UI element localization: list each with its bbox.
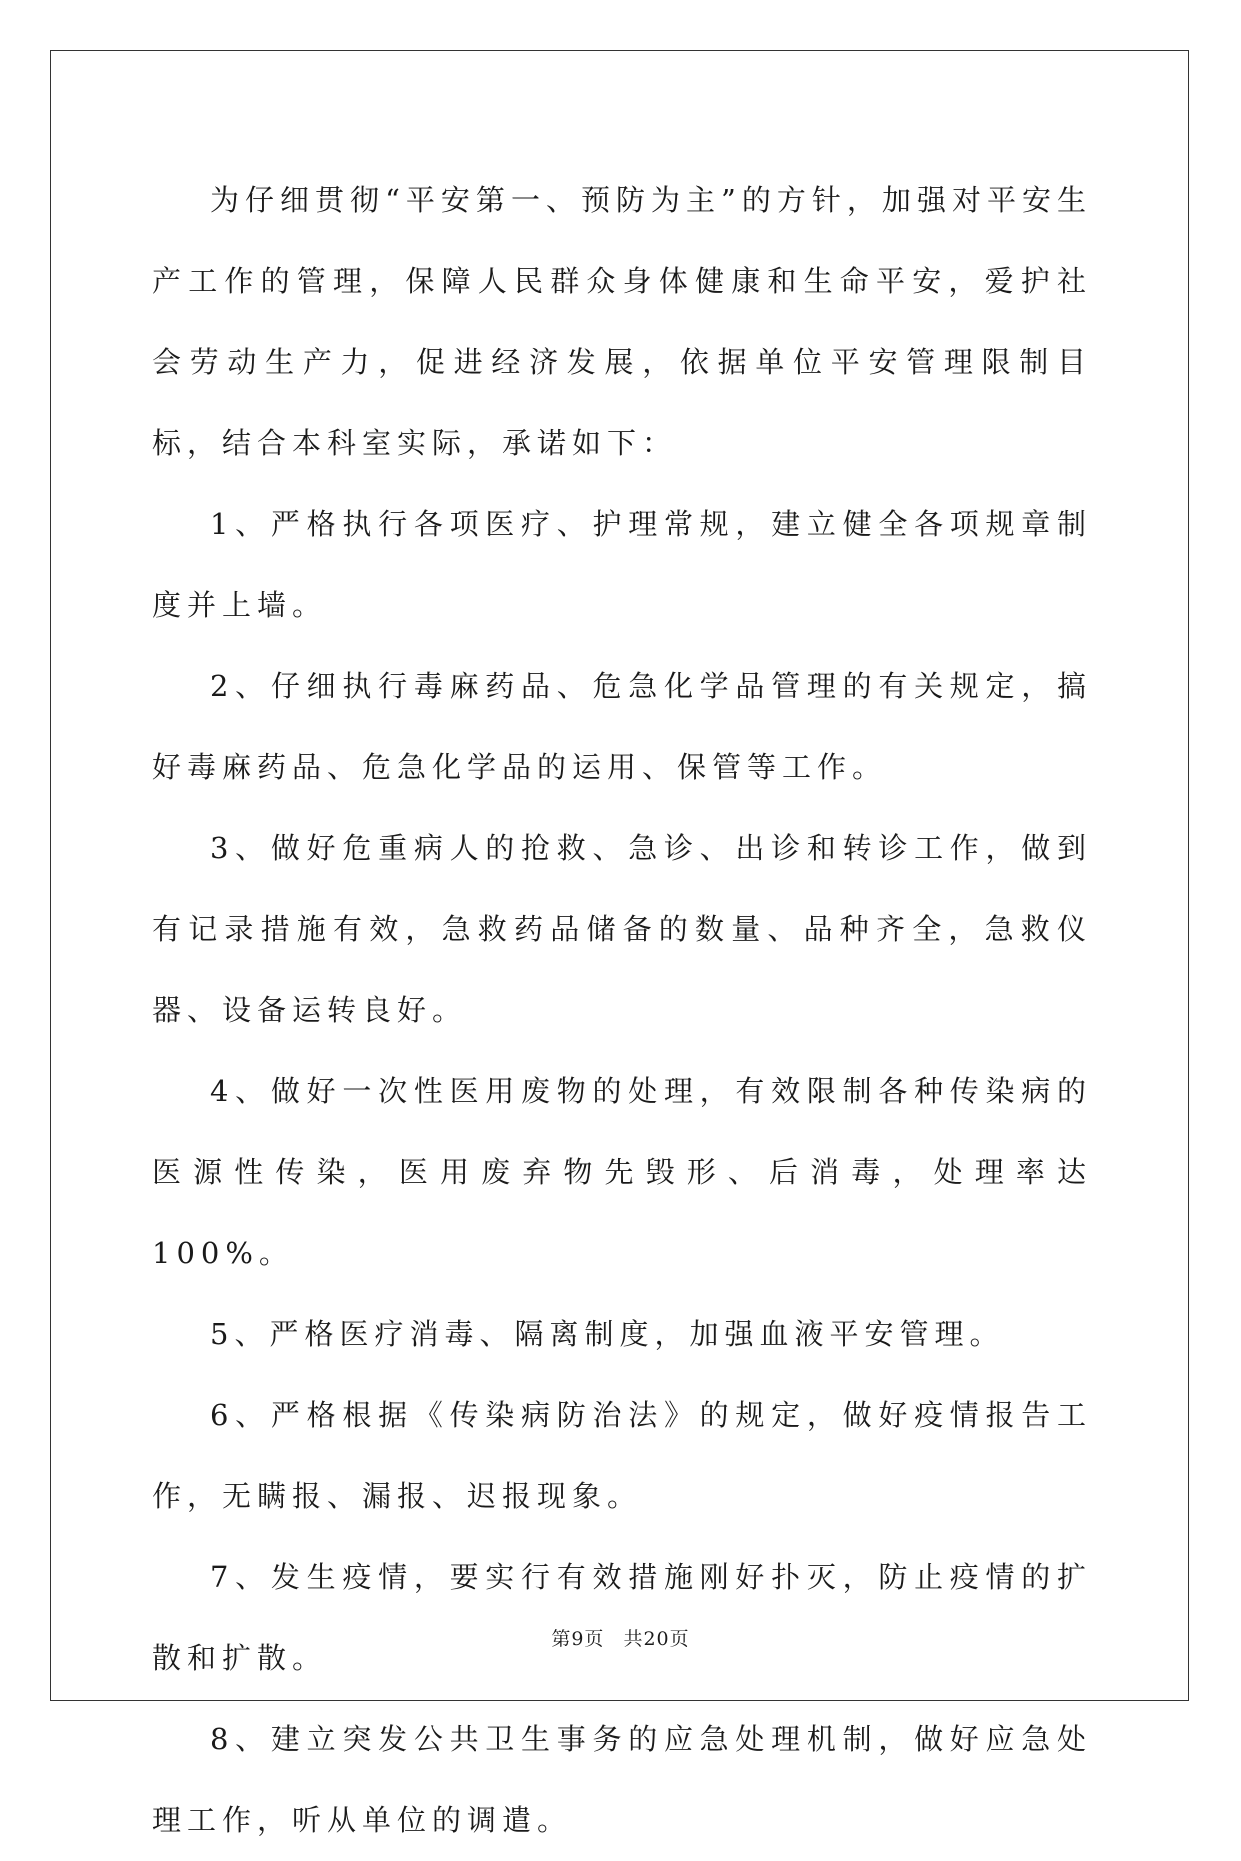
item-3-paragraph: 3、做好危重病人的抢救、急诊、出诊和转诊工作，做到有记录措施有效，急救药品储备的数量、品种齐全，急救仪器、设备运转良好。	[152, 831, 1092, 1027]
item-4-paragraph: 4、做好一次性医用废物的处理，有效限制各种传染病的医源性传染，医用废弃物先毁形、后消毒，处理率达100%。	[152, 1074, 1092, 1270]
item-5-paragraph: 5、严格医疗消毒、隔离制度，加强血液平安管理。	[210, 1317, 1005, 1351]
item-1-paragraph: 1、严格执行各项医疗、护理常规，建立健全各项规章制度并上墙。	[152, 507, 1092, 622]
page-footer	[0, 1624, 1241, 1651]
intro-paragraph: 为仔细贯彻“平安第一、预防为主”的方针，加强对平安生产工作的管理，保障人民群众身体健康和生命平安，爱护社会劳动生产力，促进经济发展，依据单位平安管理限制目标，结合本科室实际，承诺如下：	[152, 183, 1092, 460]
item-6-paragraph: 6、严格根据《传染病防治法》的规定，做好疫情报告工作，无瞒报、漏报、迟报现象。	[152, 1398, 1092, 1513]
item-2-paragraph: 2、仔细执行毒麻药品、危急化学品管理的有关规定，搞好毒麻药品、危急化学品的运用、保管等工作。	[152, 669, 1092, 784]
page-total: 共20页	[623, 1628, 690, 1650]
page-number: 第9页	[551, 1628, 605, 1650]
document-body	[152, 160, 1092, 1861]
item-8-paragraph: 8、建立突发公共卫生事务的应急处理机制，做好应急处理工作，听从单位的调遣。	[152, 1722, 1092, 1837]
item-7-paragraph: 7、发生疫情，要实行有效措施刚好扑灭，防止疫情的扩散和扩散。	[152, 1560, 1092, 1675]
